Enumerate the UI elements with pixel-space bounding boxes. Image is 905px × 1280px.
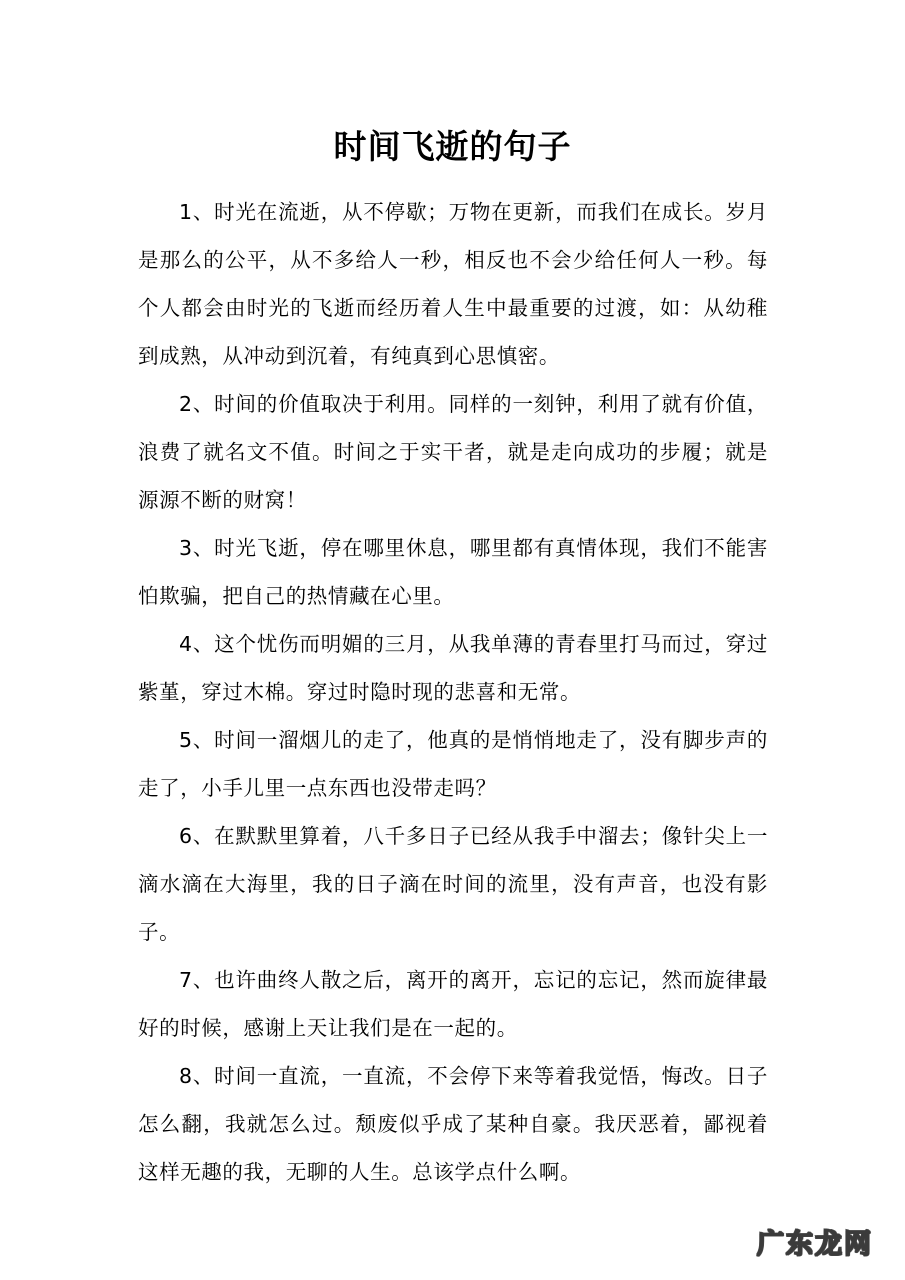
paragraph-2: 2、时间的价值取决于利用。同样的一刻钟，利用了就有价值，浪费了就名文不值。时间之于实干者，就是走向成功的步履；就是源源不断的财窝！ <box>138 392 768 512</box>
page-title: 时间飞逝的句子 <box>333 127 572 167</box>
paragraph-8: 8、时间一直流，一直流，不会停下来等着我觉悟，悔改。日子怎么翻，我就怎么过。颓废似乎成了某种自豪。我厌恶着，鄙视着这样无趣的我，无聊的人生。总该学点什么啊。 <box>138 1064 768 1184</box>
paragraph-1: 1、时光在流逝，从不停歇；万物在更新，而我们在成长。岁月是那么的公平，从不多给人一秒，相反也不会少给任何人一秒。每个人都会由时光的飞逝而经历着人生中最重要的过渡，如：从幼稚到成熟，从冲动到沉着，有纯真到心思慎密。 <box>138 200 768 368</box>
document-body <box>138 188 768 1196</box>
paragraph-6: 6、在默默里算着，八千多日子已经从我手中溜去；像针尖上一滴水滴在大海里，我的日子滴在时间的流里，没有声音，也没有影子。 <box>138 824 768 944</box>
paragraph-7: 7、也许曲终人散之后，离开的离开，忘记的忘记，然而旋律最好的时候，感谢上天让我们是在一起的。 <box>138 968 768 1040</box>
site-watermark: 广东龙网 <box>757 1229 873 1260</box>
paragraph-5: 5、时间一溜烟儿的走了，他真的是悄悄地走了，没有脚步声的走了，小手儿里一点东西也没带走吗？ <box>138 728 768 800</box>
paragraph-4: 4、这个忧伤而明媚的三月，从我单薄的青春里打马而过，穿过紫堇，穿过木棉。穿过时隐时现的悲喜和无常。 <box>138 632 768 704</box>
paragraph-3: 3、时光飞逝，停在哪里休息，哪里都有真情体现，我们不能害怕欺骗，把自己的热情藏在心里。 <box>138 536 768 608</box>
